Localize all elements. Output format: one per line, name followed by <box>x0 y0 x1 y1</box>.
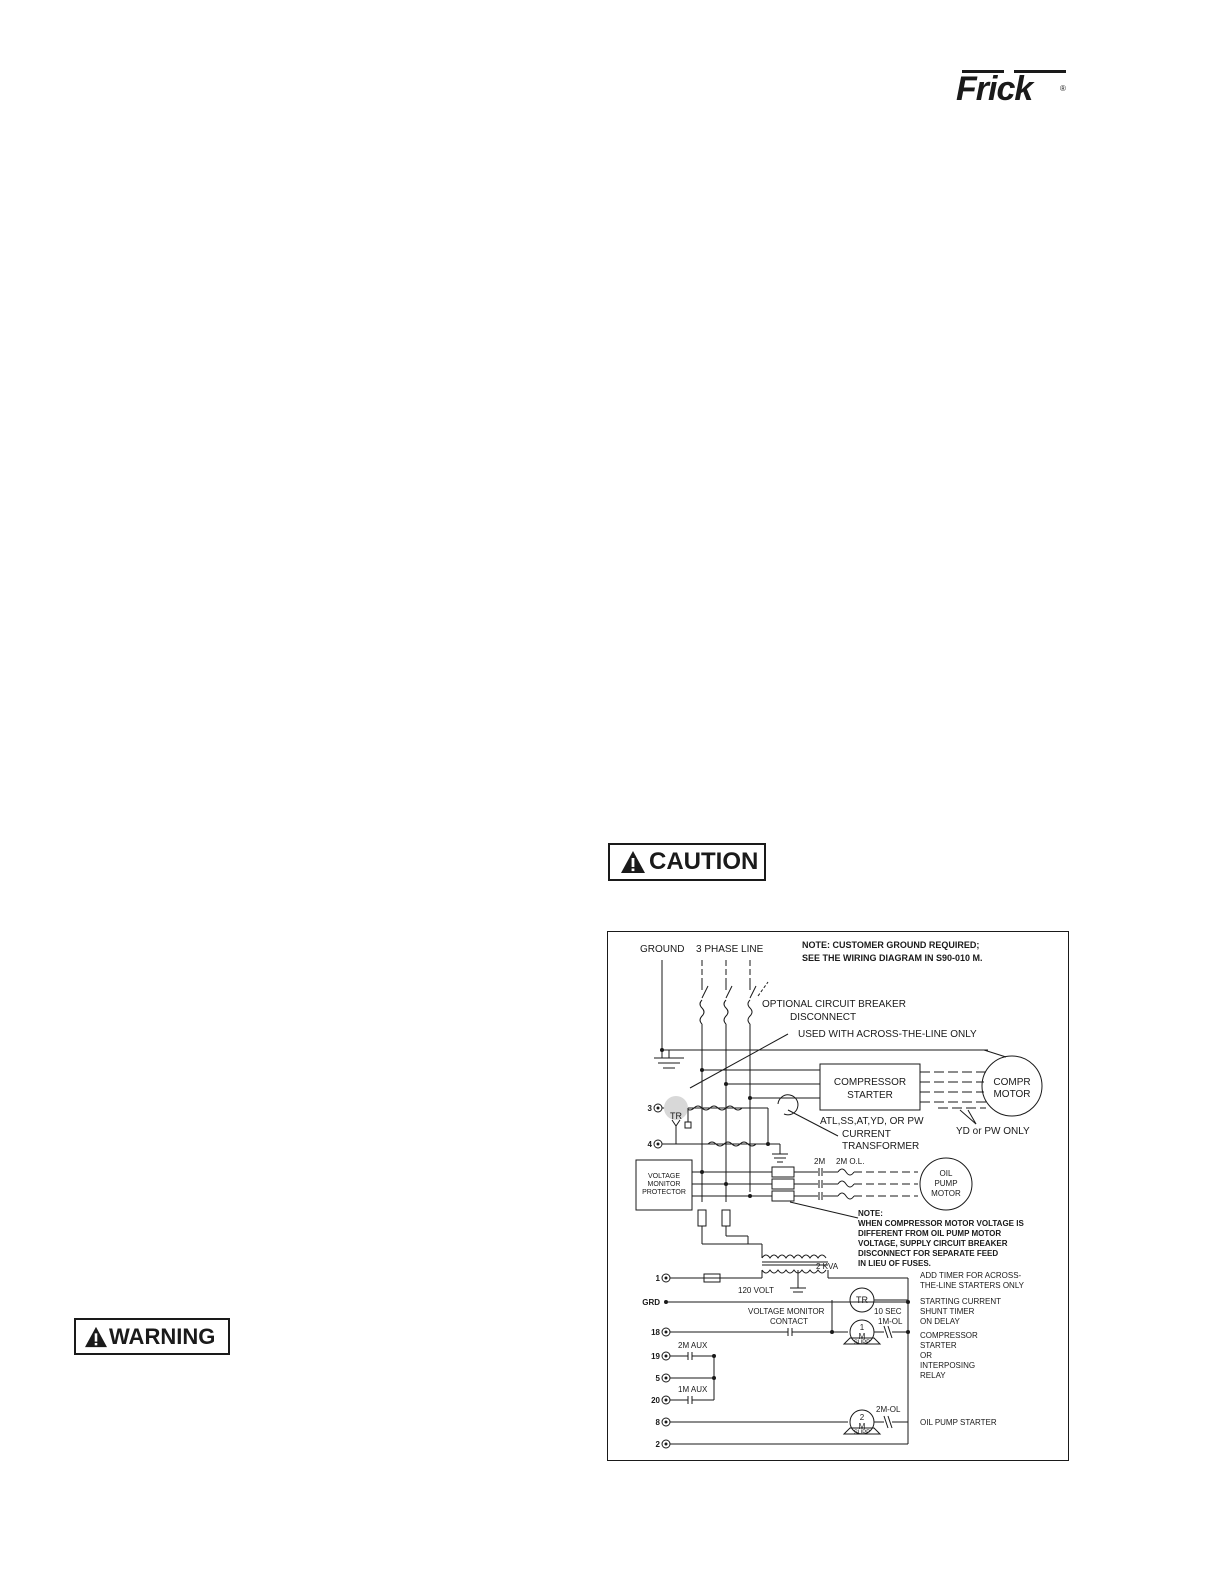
warning-text: WARNING <box>109 1323 216 1349</box>
comp-starter-line3: OR <box>920 1351 932 1360</box>
overload-2m-label: 2M O.L. <box>836 1157 865 1166</box>
terminal-5: 5 <box>655 1374 660 1383</box>
vm-contact-line2: CONTACT <box>770 1317 809 1326</box>
terminal-2: 2 <box>655 1440 660 1449</box>
terminal-18: 18 <box>651 1328 660 1337</box>
coil-1m-supp: SUPP <box>853 1340 871 1346</box>
optional-breaker-line2: DISCONNECT <box>790 1012 857 1023</box>
vm-contact-line1: VOLTAGE MONITOR <box>748 1307 825 1316</box>
comp-starter-line2: STARTER <box>920 1341 957 1350</box>
phase-line-label: 3 PHASE LINE <box>696 944 764 955</box>
vmp-line2: MONITOR <box>647 1181 681 1188</box>
volt-label: 120 VOLT <box>738 1286 774 1295</box>
note2-title: NOTE: <box>858 1209 883 1218</box>
optional-breaker-line1: OPTIONAL CIRCUIT BREAKER <box>762 999 906 1010</box>
contact-2m-label: 2M <box>814 1157 826 1166</box>
terminal-19: 19 <box>651 1352 660 1361</box>
terminal-1: 1 <box>655 1274 660 1283</box>
comp-starter-line4: INTERPOSING <box>920 1361 976 1370</box>
frick-logo <box>956 70 1068 110</box>
terminal-8: 8 <box>655 1418 660 1427</box>
note2-line2: DIFFERENT FROM OIL PUMP MOTOR <box>858 1229 1002 1238</box>
across-line-only-label: USED WITH ACROSS-THE-LINE ONLY <box>798 1029 977 1040</box>
ol-2m-label: 2M-OL <box>876 1405 901 1414</box>
coil-2m-letter: M <box>858 1422 866 1431</box>
yd-pw-only-label: YD or PW ONLY <box>956 1126 1030 1137</box>
exclamation-triangle-icon <box>84 1326 108 1348</box>
compr-motor-line1: COMPR <box>993 1077 1031 1088</box>
terminal-grd: GRD <box>642 1298 660 1307</box>
note-ground-line2: SEE THE WIRING DIAGRAM IN S90-010 M. <box>802 953 983 963</box>
terminal-3: 3 <box>647 1104 652 1113</box>
note-ground-line1: NOTE: CUSTOMER GROUND REQUIRED; <box>802 940 980 950</box>
compressor-starter-line1: COMPRESSOR <box>833 1077 907 1088</box>
shunt-line2: SHUNT TIMER <box>920 1307 975 1316</box>
timer-note-line1: ADD TIMER FOR ACROSS- <box>920 1271 1022 1280</box>
terminal-4: 4 <box>647 1140 652 1149</box>
coil-1m-number: 1 <box>859 1323 865 1332</box>
registered-mark: ® <box>1060 84 1066 93</box>
wiring-diagram-drawing <box>608 932 1070 1462</box>
aux-2m-label: 2M AUX <box>678 1341 708 1350</box>
aux-1m-label: 1M AUX <box>678 1385 708 1394</box>
kva-label: 2 KVA <box>816 1262 839 1271</box>
tr-relay-label: TR <box>670 1111 682 1121</box>
caution-label-box <box>608 843 766 881</box>
note2-line4: DISCONNECT FOR SEPARATE FEED <box>858 1249 999 1258</box>
starter-types-label: ATL,SS,AT,YD, OR PW <box>820 1116 924 1127</box>
ground-label: GROUND <box>640 944 685 955</box>
compressor-starter-line2: STARTER <box>847 1090 893 1101</box>
comp-starter-line5: RELAY <box>920 1371 946 1380</box>
vmp-line3: PROTECTOR <box>642 1189 686 1196</box>
shunt-line3: ON DELAY <box>920 1317 960 1326</box>
ol-1m-label: 1M-OL <box>878 1317 903 1326</box>
exclamation-triangle-icon <box>620 850 646 874</box>
warning-label-box <box>74 1318 230 1355</box>
compr-motor-line2: MOTOR <box>993 1089 1031 1100</box>
wiring-diagram <box>607 931 1069 1461</box>
delay-label: 10 SEC <box>874 1307 902 1316</box>
tr-coil-label: TR <box>856 1295 868 1305</box>
current-transformer-line2: TRANSFORMER <box>842 1141 920 1152</box>
note2-line5: IN LIEU OF FUSES. <box>858 1259 931 1268</box>
coil-2m-number: 2 <box>859 1413 865 1422</box>
logo-text: Frick <box>956 70 1033 108</box>
terminal-20: 20 <box>651 1396 660 1405</box>
caution-text: CAUTION <box>649 848 759 875</box>
timer-note-line2: THE-LINE STARTERS ONLY <box>920 1281 1025 1290</box>
shunt-line1: STARTING CURRENT <box>920 1297 1002 1306</box>
oil-pump-line1: OIL <box>939 1169 953 1178</box>
comp-starter-line1: COMPRESSOR <box>920 1331 978 1340</box>
vmp-line1: VOLTAGE <box>647 1173 681 1180</box>
oil-pump-starter-label: OIL PUMP STARTER <box>920 1418 997 1427</box>
oil-pump-line2: PUMP <box>934 1179 958 1188</box>
current-transformer-line1: CURRENT <box>842 1129 891 1140</box>
note2-line1: WHEN COMPRESSOR MOTOR VOLTAGE IS <box>858 1219 1024 1228</box>
oil-pump-line3: MOTOR <box>931 1189 961 1198</box>
coil-2m-supp: SUPP <box>853 1430 871 1436</box>
coil-1m-letter: M <box>858 1332 866 1341</box>
note2-line3: VOLTAGE, SUPPLY CIRCUIT BREAKER <box>858 1239 1008 1248</box>
